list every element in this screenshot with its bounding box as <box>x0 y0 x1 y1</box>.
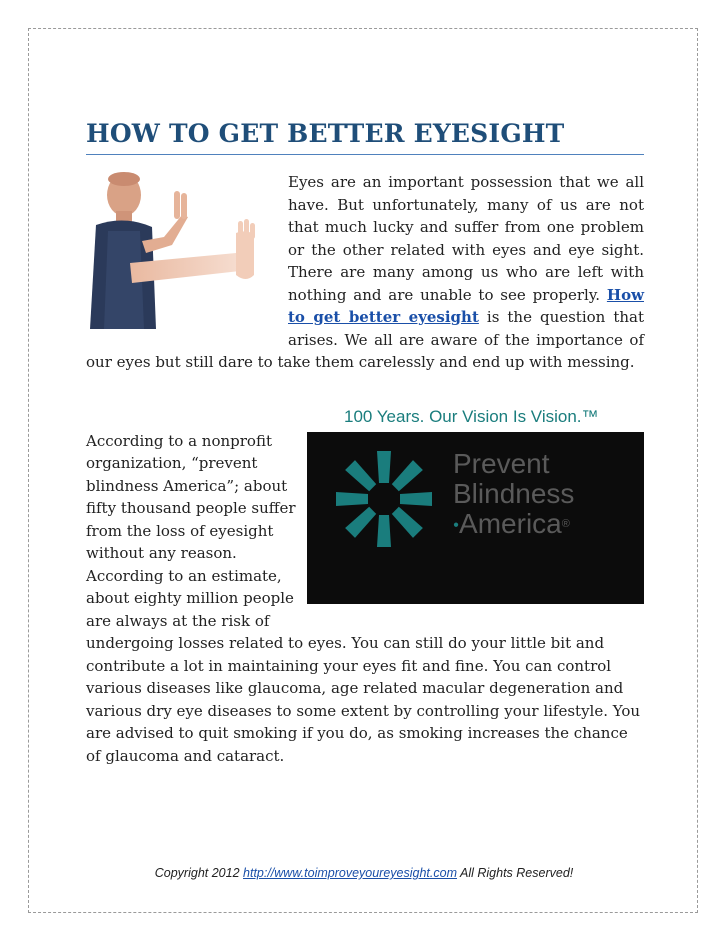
footer-link[interactable]: http://www.toimproveyoureyesight.com <box>243 866 457 880</box>
better-eyesight-link[interactable]: How to get better eyesight <box>288 285 644 326</box>
body-text: According to a nonprofit organization, “prevent blindness America”; about fifty thousand people suffer from the loss of eyesight without any reason. According to an estimate, about eighty million people are always at the risk of undergoing losses related to eyes. You can still do your little bit and contribute a lot in maintaining your eyes fit and fine. You can control various diseases like glaucoma, age related macular degeneration and various dry eye diseases to some extent by controlling your lifestyle. You are advised to quit smoking if you do, as smoking increases the chance of glaucoma and cataract. <box>86 431 641 765</box>
footer <box>0 866 728 880</box>
man-eye-exercise-photo <box>86 171 280 329</box>
footer-rights: All Rights Reserved! <box>457 866 574 880</box>
intro-text-start: Eyes are an important possession that we all have. But unfortunately, many of us are not that much lucky and suffer from one problem or the other related with eyes and eye sight. There are many among us who are left with nothing and are unable to see properly. <box>288 173 644 304</box>
footer-copyright: Copyright 2012 <box>154 866 244 880</box>
document-body <box>86 118 644 767</box>
prevent-blindness-logo <box>307 432 644 604</box>
body-paragraph <box>86 430 644 768</box>
page-title: HOW TO GET BETTER EYESIGHT <box>86 118 644 155</box>
intro-paragraph <box>86 171 644 374</box>
intro-text-end: is the question that arises. We all are aware of the importance of our eyes but still dare to take them carelessly and end up with messing. <box>86 308 644 371</box>
